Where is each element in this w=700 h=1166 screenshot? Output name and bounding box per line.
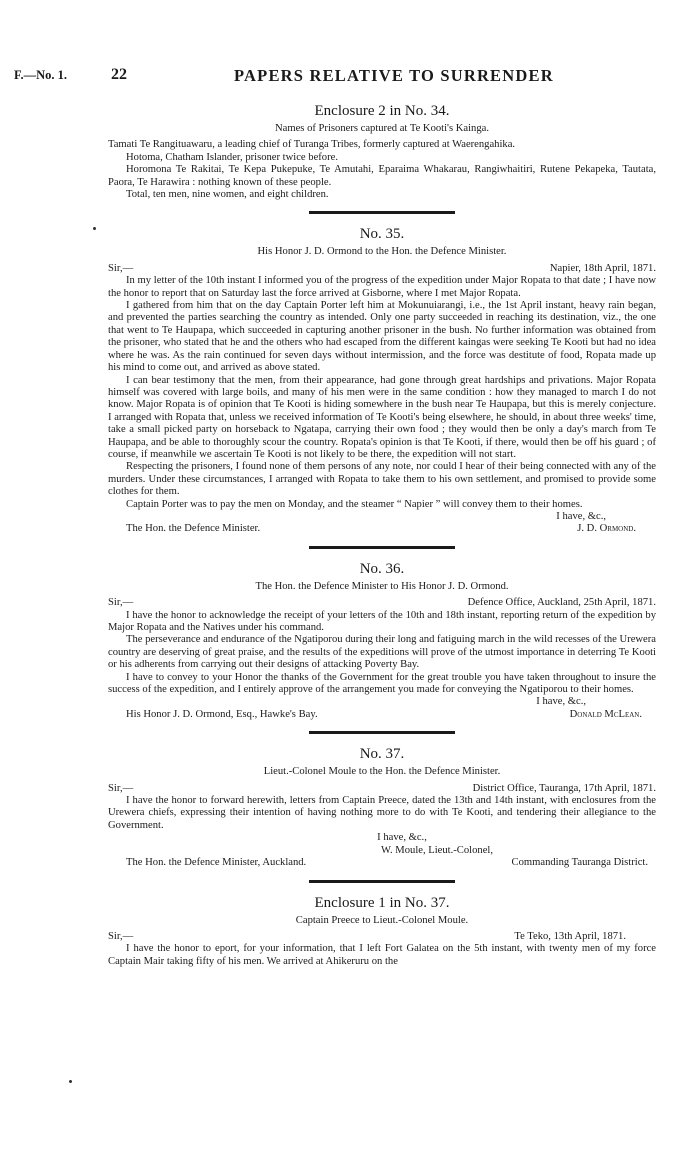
salutation-row: [108, 263, 656, 275]
salutation-row: [108, 597, 656, 609]
paper-signature: F.—No. 1.: [14, 68, 68, 82]
letter-subtitle: Lieut.-Colonel Moule to the Hon. the Defence Minister.: [263, 766, 501, 778]
place-date: District Office, Tauranga, 17th April, 1871.: [472, 782, 656, 794]
enclosure-title: Enclosure 2 in No. 34.: [314, 103, 450, 119]
paragraph: I have the honor to acknowledge the receipt of your letters of the 10th and 18th instant, reporting return of the expedition by Major Ropata and the Natives under his command.: [108, 609, 656, 633]
enclosure-title: Enclosure 1 in No. 37.: [314, 894, 450, 911]
paragraph: I have the honor to eport, for your information, that I left Fort Galatea on the 5th instant, with twenty men of my force Captain Mair taking fifty of his men. We arrived at Ahikeruru on the: [108, 943, 656, 967]
salutation: Sir,—: [108, 930, 134, 942]
scan-speck: [69, 1080, 72, 1083]
paragraph: I have the honor to forward herewith, letters from Captain Preece, dated the 13th and 14th instant, with enclosures from the Urewera chiefs, expressing their intention of having nothing more to do with Te Kooti, and tendering their allegiance to the Government.: [108, 795, 656, 831]
letter-no-37: [108, 745, 656, 869]
paragraph: Respecting the prisoners, I found none of them persons of any note, nor could I hear of their being connected with any of the murders. Under these circumstances, I arranged with Ropata to take them to his own settlement, and promised to provide some clothes for them.: [108, 461, 656, 498]
section-divider: [309, 546, 455, 549]
place-date: Defence Office, Auckland, 25th April, 1871.: [467, 597, 656, 609]
section-divider: [309, 731, 455, 734]
signature-row: [108, 523, 656, 535]
enclosure-subtitle: Names of Prisoners captured at Te Kooti's Kainga.: [275, 123, 489, 134]
page-number: 22: [111, 66, 127, 83]
prisoner-line: Hotoma, Chatham Islander, prisoner twice before.: [126, 151, 338, 163]
addressee: His Honor J. D. Ormond, Esq., Hawke's Bay.: [126, 708, 318, 720]
letter-subtitle: His Honor J. D. Ormond to the Hon. the Defence Minister.: [257, 246, 507, 258]
letter-no-36: [108, 560, 656, 721]
letter-subtitle: The Hon. the Defence Minister to His Honor J. D. Ormond.: [255, 580, 509, 592]
letter-number: No. 37.: [359, 746, 405, 763]
salutation: Sir,—: [108, 262, 134, 274]
page-header: [0, 66, 700, 86]
paragraph: I can bear testimony that the men, from their appearance, had gone through great hardships and privations. Major Ropata himself was covered with large boils, and many of his men were in the same condition : how they managed to march I do not know. Major Ropata is of opinion that Te Kooti is hiding somewhere in the bush near Te Haupapa, but this is merely conjecture. I arranged with Ropata that, unless we received information of Te Kooti's being elsewhere, he should, in about three weeks' time, take a small picked party on horseback to Ngatapa, carrying their own food ; they would then be only a day's march from Te Haupapa, and be able to thoroughly scour the country. Ropata's opinion is that Te Kooti, if there, would then be off his guard ; of course, if meanwhile we ascertain Te Kooti is not likely to be there, the expedition will not start.: [108, 374, 656, 460]
section-divider: [309, 880, 455, 883]
signature-row: [108, 709, 656, 721]
signature-row: [108, 857, 656, 869]
letter-number: No. 35.: [359, 226, 405, 243]
place-date: Te Teko, 13th April, 1871.: [514, 930, 626, 942]
document-body: [108, 102, 656, 968]
closing: I have, &c.,: [556, 510, 606, 522]
closing: I have, &c.,: [377, 832, 427, 844]
addressee: The Hon. the Defence Minister, Auckland.: [126, 857, 307, 869]
section-divider: [309, 211, 455, 214]
enclosure-2-no-34: [108, 102, 656, 201]
letter-no-35: [108, 225, 656, 535]
enclosure-subtitle: Captain Preece to Lieut.-Colonel Moule.: [295, 914, 469, 926]
signer-role: Commanding Tauranga District.: [511, 857, 648, 869]
salutation-row: [108, 931, 656, 943]
prisoner-total: Total, ten men, nine women, and eight children.: [126, 189, 329, 201]
running-title: PAPERS RELATIVE TO SURRENDER: [234, 66, 554, 85]
salutation: Sir,—: [108, 597, 134, 609]
prisoner-line: Horomona Te Rakitai, Te Kepa Pukepuke, Te Amutahi, Eparaima Whakarau, Rangiwhaitiri, Rutene Pekapeka, Tautata, Paora, Te Harawira : nothing known of these people.: [108, 164, 656, 188]
letter-number: No. 36.: [359, 560, 405, 577]
paragraph: I gathered from him that on the day Captain Porter left him at Mokunuiarangi, i.e., the 1st April instant, heavy rain began, and prevented the parties searching the country as intended. Only one party succeeded in reaching its destination, viz., the one that went to Te Haupapa, which succeeded in capturing another prisoner in the bush. No further information was obtained from the prisoner, who stated that he and the others who had escaped from the different kaingas were seeking Te Kooti but had no idea where he was. As the rain continued for seven days without intermission, and the force was destitute of food, Ropata made up his mind to come out, and arrived as above stated.: [108, 300, 656, 374]
addressee: The Hon. the Defence Minister.: [126, 523, 261, 535]
signer: J. D. Ormond.: [577, 523, 636, 535]
enclosure-1-no-37: [108, 894, 656, 969]
paragraph: In my letter of the 10th instant I informed you of the progress of the expedition under Major Ropata to that date ; I have now the honor to report that on Saturday last the force arrived at Gisborne, where I met Major Ropata.: [108, 275, 656, 299]
signer: W. Moule, Lieut.-Colonel,: [380, 844, 493, 856]
paragraph: I have to convey to your Honor the thanks of the Government for the great trouble you have taken throughout to insure the success of the expedition, and I entirely approve of the arrangement you made for conveying the Ngatiporou to their homes.: [108, 671, 656, 696]
paragraph: The perseverance and endurance of the Ngatiporou during their long and fatiguing march in the wild recesses of the Urewera country are deserving of great praise, and the results of the expeditions will prove of the utmost importance in deterring Te Kooti or his adherents from carrying out their designs of attacking Poverty Bay.: [108, 634, 656, 671]
closing: I have, &c.,: [536, 696, 586, 708]
prisoner-line: Tamati Te Rangituawaru, a leading chief of Turanga Tribes, formerly captured at Waerengahika.: [108, 139, 516, 151]
salutation-row: [108, 783, 656, 795]
scan-speck: [93, 227, 96, 230]
signer: Donald McLean.: [569, 708, 642, 720]
salutation: Sir,—: [108, 782, 134, 794]
place-date: Napier, 18th April, 1871.: [549, 262, 656, 274]
paragraph: Captain Porter was to pay the men on Monday, and the steamer “ Napier ” will convey them to their homes.: [126, 498, 583, 510]
